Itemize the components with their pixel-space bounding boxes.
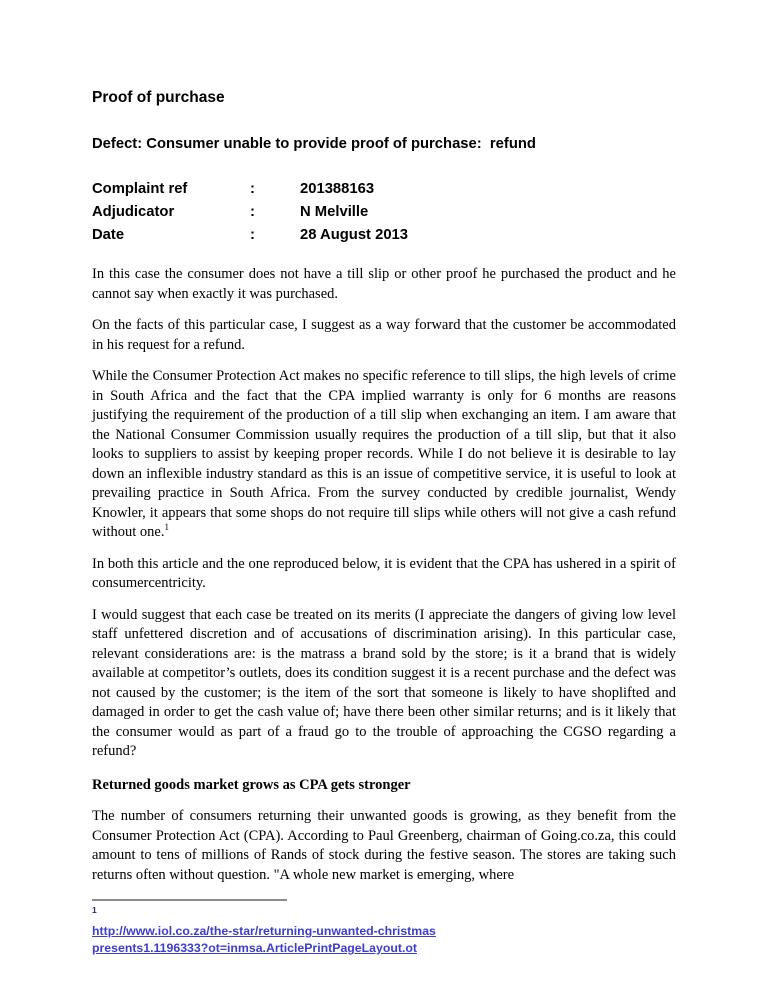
closing-paragraph <box>92 807 676 885</box>
footnote-marker: 1 <box>92 904 97 915</box>
reference-separator: : <box>250 204 255 220</box>
reference-row-date <box>92 224 676 247</box>
reference-label: Adjudicator <box>92 204 175 220</box>
document-content <box>92 88 676 957</box>
paragraph-text: In both this article and the one reproduced below, it is evident that the CPA has ushered in a spirit of consumercentricity. <box>92 555 676 591</box>
reference-value: 28 August 2013 <box>300 227 409 243</box>
body-paragraph <box>92 265 676 304</box>
footnote-link-line2[interactable]: presents1.1196333?ot=inmsa.ArticlePrintPageLayout.ot <box>92 941 417 955</box>
body-paragraph <box>92 316 676 355</box>
reference-value: 201388163 <box>300 181 375 197</box>
footnote-separator <box>92 899 287 901</box>
footnote-link[interactable] <box>92 923 676 957</box>
footnote-reference: 1 <box>164 522 169 533</box>
reference-separator: : <box>250 181 255 197</box>
paragraph-text: The number of consumers returning their unwanted goods is growing, as they benefit from the Consumer Protection Act (CPA). According to Paul Greenberg, chairman of Going.co.za, this could amount to tens of millions of Rands of stock during the festive season. The stores are taking such returns often without question. "A whole new market is emerging, where <box>92 808 676 883</box>
document-subtitle: Defect: Consumer unable to provide proof of purchase: refund <box>92 136 536 152</box>
paragraph-text: While the Consumer Protection Act makes no specific reference to till slips, the high levels of crime in South Africa and the fact that the CPA implied warranty is only for 6 months are reasons justifying the requirement of the production of a till slip when exchanging an item. I am aware that the National Consumer Commission usually requires the production of a till slip, but that it also looks to suppliers to assist by keeping proper records. While I do not believe it is desirable to lay down an inflexible industry standard as this is an issue of competitive service, it is useful to look at prevailing practice in South Africa. From the survey conducted by credible journalist, Wendy Knowler, it appears that some shops do not require till slips while others will not give a cash refund without one. <box>92 368 676 540</box>
reference-table <box>92 178 676 247</box>
body-paragraph <box>92 606 676 762</box>
paragraph-text: On the facts of this particular case, I suggest as a way forward that the customer be accommodated in his request for a refund. <box>92 317 676 353</box>
section-heading: Returned goods market grows as CPA gets stronger <box>92 776 411 793</box>
document-title: Proof of purchase <box>92 89 225 106</box>
reference-separator: : <box>250 227 255 243</box>
reference-row-complaint <box>92 178 676 201</box>
body-paragraph <box>92 367 676 543</box>
reference-label: Complaint ref <box>92 181 188 197</box>
reference-label: Date <box>92 227 125 243</box>
paragraph-text: I would suggest that each case be treated on its merits (I appreciate the dangers of giving low level staff unfettered discretion and of accusations of discrimination arising). In this particular case, relevant considerations are: is the matrass a brand sold by the store; is it a brand that is widely available at competitor’s outlets, does its condition suggest it is a recent purchase and the defect was not caused by the customer; is the item of the sort that someone is likely to have shoplifted and damaged in order to get the cash value of; have there been other similar returns; and is it likely that the consumer would as part of a fraud go to the trouble of approaching the CGSO regarding a refund? <box>92 606 676 759</box>
footnote <box>92 899 676 957</box>
reference-row-adjudicator <box>92 201 676 224</box>
reference-value: N Melville <box>300 204 369 220</box>
footnote-link-line1[interactable]: http://www.iol.co.za/the-star/returning-unwanted-christmas <box>92 924 436 938</box>
body-paragraph <box>92 555 676 594</box>
paragraph-text: In this case the consumer does not have a till slip or other proof he purchased the product and he cannot say when exactly it was purchased. <box>92 266 676 302</box>
